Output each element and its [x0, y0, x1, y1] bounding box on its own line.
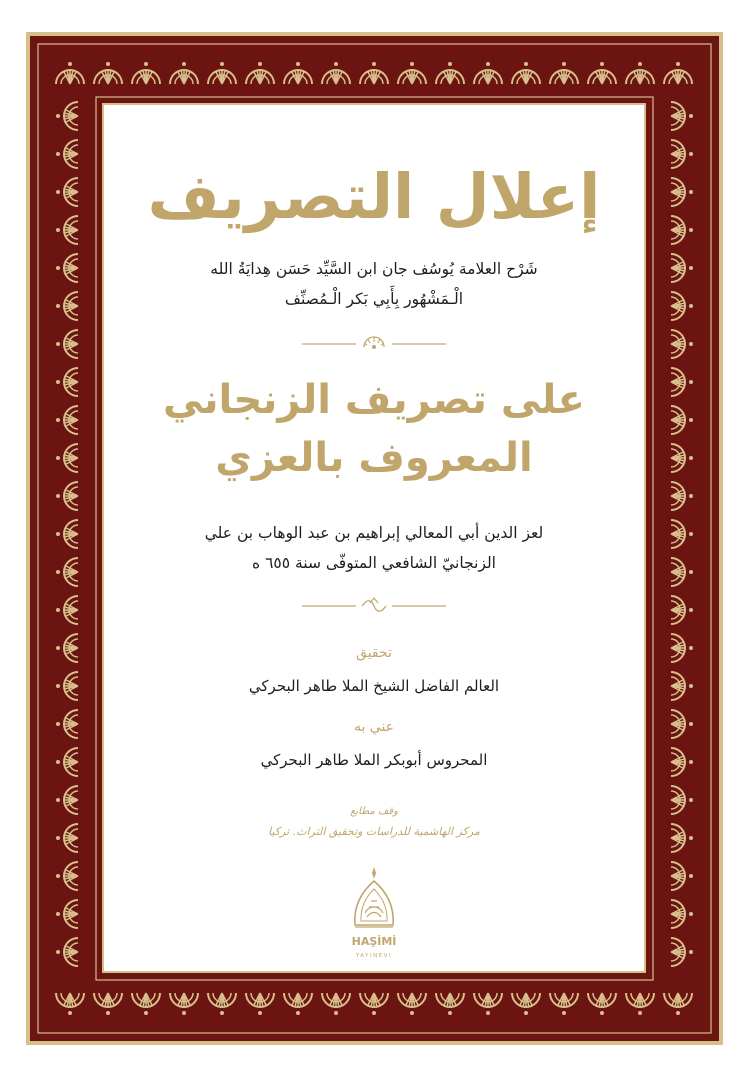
logo-tagline: YAYINEVI: [355, 953, 393, 959]
ornament-motif: [398, 62, 426, 84]
ornament-motif: [246, 62, 274, 84]
ornament-motif: [671, 786, 693, 814]
ornament-motif: [284, 62, 312, 84]
ornament-motif: [671, 596, 693, 624]
ornament-motif: [56, 993, 84, 1015]
ornament-motif: [132, 993, 160, 1015]
ana-name: المحروس أبوبكر الملا طاهر البحركي: [260, 751, 488, 769]
ornament-motif: [588, 62, 616, 84]
ornament-motif: [671, 938, 693, 966]
author-line-2: الزنجانيّ الشافعي المتوفّى سنة ٦٥٥ ه: [252, 554, 496, 572]
ornament-motif: [56, 178, 78, 206]
ornamental-divider: [274, 333, 474, 355]
ornament-motif: [671, 482, 693, 510]
ornament-motif: [671, 330, 693, 358]
ornament-motif: [671, 710, 693, 738]
subtitle-line-2: الْـمَشْهُور بِأَبِي بَكر الْـمُصنِّف: [284, 290, 464, 308]
ornament-motif: [56, 862, 78, 890]
ornament-motif: [512, 62, 540, 84]
ornament-motif: [671, 558, 693, 586]
ornament-motif: [56, 938, 78, 966]
publisher-logo: [347, 865, 401, 965]
ornament-motif: [671, 368, 693, 396]
ornament-motif: [360, 62, 388, 84]
ornament-motif: [56, 254, 78, 282]
publisher-note: وقف مطابع: [350, 806, 398, 817]
ornament-motif: [626, 62, 654, 84]
ornament-motif: [322, 62, 350, 84]
ornamental-divider: [274, 595, 474, 617]
ornament-motif: [550, 993, 578, 1015]
ornament-motif: [246, 993, 274, 1015]
ornament-motif: [671, 748, 693, 776]
ornament-motif: [588, 993, 616, 1015]
ornament-motif: [436, 62, 464, 84]
ornament-motif: [671, 406, 693, 434]
ornament-motif: [671, 102, 693, 130]
ornament-motif: [512, 993, 540, 1015]
ornament-motif: [56, 558, 78, 586]
ana-label: عني به: [353, 719, 395, 735]
ornament-motif: [322, 993, 350, 1015]
ornament-motif: [208, 62, 236, 84]
ornament-motif: [671, 900, 693, 928]
ornament-motif: [56, 292, 78, 320]
ornament-motif: [474, 993, 502, 1015]
ornament-motif: [56, 672, 78, 700]
ornament-motif: [56, 824, 78, 852]
ornament-motif: [208, 993, 236, 1015]
ornament-motif: [132, 62, 160, 84]
ornament-motif: [671, 824, 693, 852]
ornament-motif: [671, 634, 693, 662]
ornament-motif: [56, 444, 78, 472]
author-line-1: لعز الدين أبي المعالي إبراهيم بن عبد الوهاب بن علي: [204, 524, 544, 542]
ornament-motif: [671, 672, 693, 700]
ornament-motif: [56, 330, 78, 358]
main-title: إعلال التصريف: [147, 160, 601, 233]
ornament-motif: [56, 368, 78, 396]
ornament-motif: [56, 140, 78, 168]
ornament-motif: [284, 993, 312, 1015]
ornament-motif: [398, 993, 426, 1015]
ornament-motif: [671, 520, 693, 548]
ornament-motif: [671, 140, 693, 168]
ornament-motif: [56, 406, 78, 434]
ornament-motif: [436, 993, 464, 1015]
ornament-motif: [56, 216, 78, 244]
ornament-motif: [94, 993, 122, 1015]
ornament-motif: [56, 482, 78, 510]
subtitle-line-1: شَرْح العلامة يُوسُف جان ابن السَّيِّد حَسَن هِدايَةُ الله: [210, 260, 538, 278]
ornament-motif: [56, 596, 78, 624]
ornament-motif: [671, 444, 693, 472]
ornament-motif: [671, 862, 693, 890]
ornament-motif: [56, 634, 78, 662]
ornament-motif: [56, 102, 78, 130]
ornament-motif: [56, 520, 78, 548]
content-panel: [104, 105, 644, 971]
tahqiq-name: العالم الفاضل الشيخ الملا طاهر البحركي: [248, 677, 500, 695]
ornament-motif: [474, 62, 502, 84]
ornament-motif: [170, 993, 198, 1015]
ornament-motif: [664, 62, 692, 84]
ornament-motif: [671, 292, 693, 320]
ornament-motif: [671, 178, 693, 206]
ornament-motif: [94, 62, 122, 84]
ornament-motif: [664, 993, 692, 1015]
publisher-center: مركز الهاشمية للدراسات وتحقيق التراث. تركيا: [268, 825, 480, 838]
ornament-motif: [360, 993, 388, 1015]
ornament-motif: [550, 62, 578, 84]
ornament-motif: [170, 62, 198, 84]
ornament-motif: [56, 62, 84, 84]
ornament-motif: [671, 254, 693, 282]
ornament-motif: [56, 710, 78, 738]
secondary-title-line-2: المعروف بالعزي: [215, 435, 533, 481]
ornament-motif: [56, 748, 78, 776]
ornament-motif: [671, 216, 693, 244]
secondary-title-line-1: على تصريف الزنجاني: [163, 377, 585, 423]
ornament-motif: [56, 900, 78, 928]
logo-name: HAŞİMİ: [351, 935, 397, 948]
ornament-motif: [626, 993, 654, 1015]
tahqiq-label: تحقيق: [356, 645, 392, 661]
ornament-motif: [56, 786, 78, 814]
